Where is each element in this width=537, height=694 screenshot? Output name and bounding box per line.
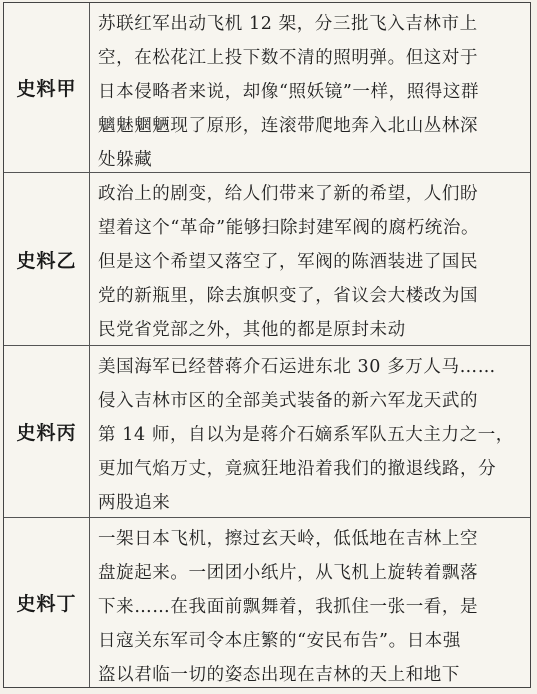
text-line: 日本侵略者来说，却像“照妖镜”一样，照得这群 — [98, 82, 480, 102]
text-line: 第 14 师，自以为是蒋介石嫡系军队五大主力之一， — [98, 425, 514, 445]
text-line: 美国海军已经替蒋介石运进东北 30 多万人马…… — [98, 357, 496, 377]
text-line: 一架日本飞机，擦过玄天岭，低低地在吉林上空 — [98, 529, 479, 549]
text-line: 政治上的剧变，给人们带来了新的希望，人们盼 — [98, 184, 479, 204]
text-line: 但是这个希望又落空了，军阀的陈酒装进了国民 — [98, 252, 479, 272]
text-line: 盘旋起来。一团团小纸片，从飞机上旋转着飘落 — [98, 563, 479, 583]
table-row-yi — [4, 173, 530, 346]
text-line: 日寇关东军司令本庄繁的“安民布告”。日本强 — [98, 631, 461, 651]
text-line: 望着这个“革命”能够扫除封建军阀的腐朽统治。 — [98, 218, 480, 238]
table-row-jia — [4, 3, 530, 173]
row-text-ding — [90, 518, 530, 687]
row-text-yi — [90, 173, 530, 345]
row-text-bing — [90, 346, 530, 517]
table-row-bing — [4, 346, 530, 518]
text-line: 更加气焰万丈，竟疯狂地沿着我们的撤退线路，分 — [98, 459, 497, 479]
text-line: 空，在松花江上投下数不清的照明弹。但这对于 — [98, 48, 479, 68]
text-line: 党的新瓶里，除去旗帜变了，省议会大楼改为国 — [98, 286, 479, 306]
row-label-yi: 史料乙 — [4, 173, 90, 345]
text-line: 苏联红军出动飞机 12 架，分三批飞入吉林市上 — [98, 14, 478, 34]
text-line: 民党省党部之外，其他的都是原封未动 — [98, 320, 406, 340]
row-text-jia — [90, 3, 530, 172]
history-materials-table — [3, 2, 531, 688]
text-line: 盗以君临一切的姿态出现在吉林的天上和地下 — [98, 665, 460, 685]
text-line: 侵入吉林市区的全部美式装备的新六军龙天武的 — [98, 391, 479, 411]
row-label-ding: 史料丁 — [4, 518, 90, 687]
text-line: 魑魅魍魉现了原形，连滚带爬地奔入北山丛林深 — [98, 116, 479, 136]
row-label-jia: 史料甲 — [4, 3, 90, 172]
table-row-ding — [4, 518, 530, 687]
row-label-bing: 史料丙 — [4, 346, 90, 517]
text-line: 下来……在我面前飘舞着，我抓住一张一看，是 — [98, 597, 479, 617]
text-line: 处躲藏 — [98, 150, 153, 170]
text-line: 两股追来 — [98, 493, 171, 513]
